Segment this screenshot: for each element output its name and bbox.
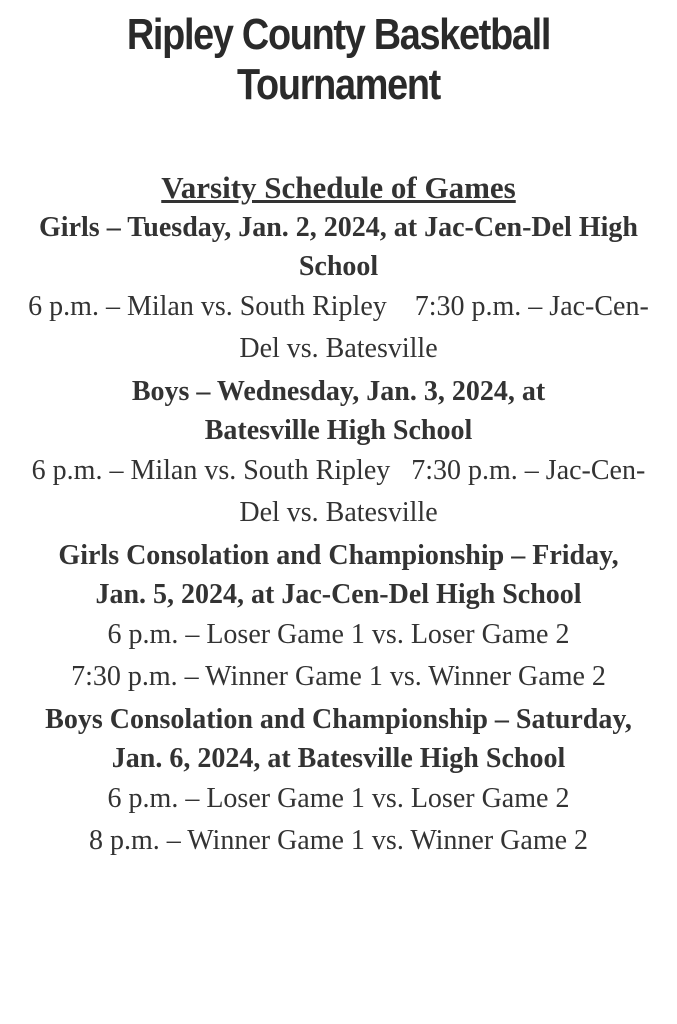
section-boys-first-round [14, 372, 663, 534]
title-line: Ripley County Basketball [126, 10, 551, 59]
page-title [47, 10, 629, 110]
section-girls-championship [14, 536, 663, 698]
game-line: 6 p.m. – Loser Game 1 vs. Loser Game 2 [107, 783, 570, 814]
section-heading: Boys – Wednesday, Jan. 3, 2024, at Batesville High School [131, 376, 546, 446]
game-list [14, 286, 663, 370]
game-list [14, 778, 663, 862]
section-boys-championship [14, 700, 663, 862]
section-heading: Girls Consolation and Championship – Friday, Jan. 5, 2024, at Jac-Cen-Del High School [58, 540, 619, 610]
section-heading: Girls – Tuesday, Jan. 2, 2024, at Jac-Cen-Del High School [39, 212, 638, 282]
title-line: Tournament [237, 60, 440, 109]
game-line: 6 p.m. – Milan vs. South Ripley 7:30 p.m. – Jac-Cen-Del vs. Batesville [28, 291, 649, 364]
game-line: 6 p.m. – Loser Game 1 vs. Loser Game 2 [107, 619, 570, 650]
schedule-content [14, 168, 663, 864]
game-list [14, 450, 663, 534]
game-line: 7:30 p.m. – Winner Game 1 vs. Winner Game 2 [71, 661, 606, 692]
game-line: 8 p.m. – Winner Game 1 vs. Winner Game 2 [88, 825, 589, 856]
game-line: 6 p.m. – Milan vs. South Ripley 7:30 p.m. – Jac-Cen-Del vs. Batesville [31, 455, 646, 528]
section-heading: Boys Consolation and Championship – Saturday, Jan. 6, 2024, at Batesville High School [45, 704, 632, 774]
section-girls-first-round [14, 208, 663, 370]
schedule-subtitle: Varsity Schedule of Games [161, 170, 516, 205]
game-list [14, 614, 663, 698]
